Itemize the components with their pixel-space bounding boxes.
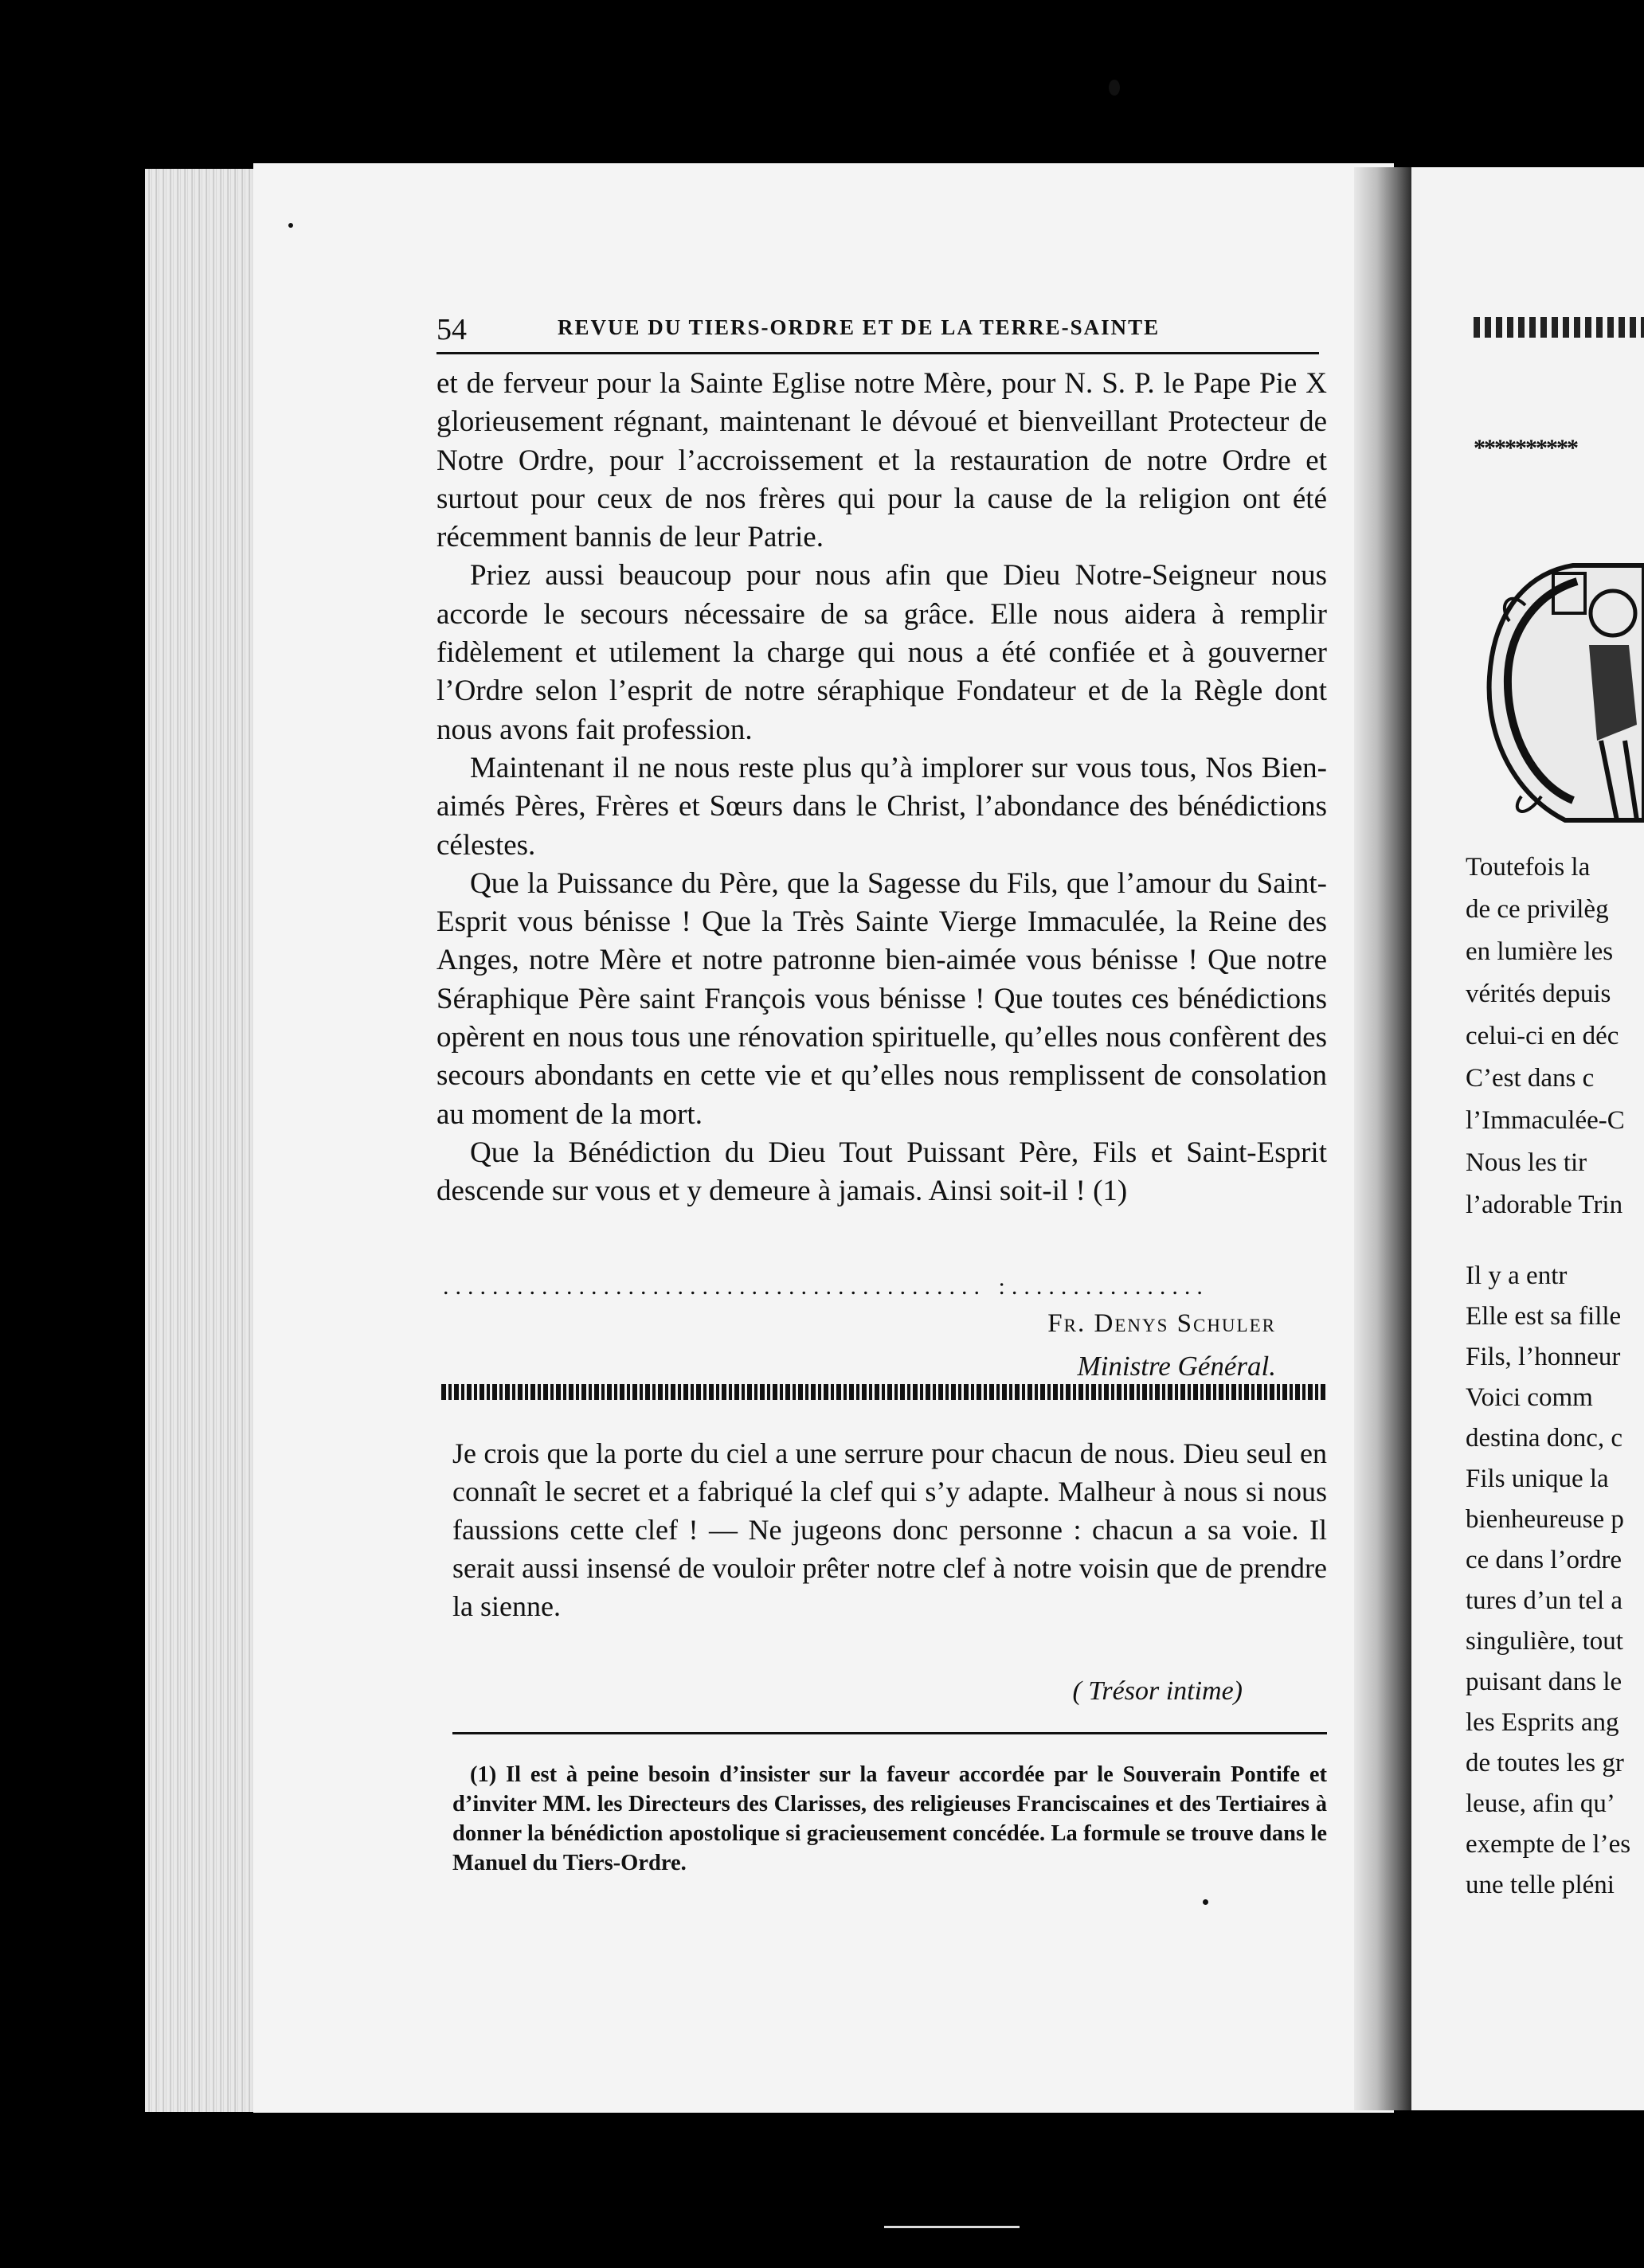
right-line: les Esprits ang (1466, 1708, 1619, 1737)
header-rule (436, 352, 1319, 354)
right-line: bienheureuse p (1466, 1505, 1624, 1534)
right-line: Elle est sa fille (1466, 1302, 1622, 1331)
paragraph: Que la Bénédiction du Dieu Tout Puissant Père, Fils et Saint-Esprit descende sur vous et y demeure à jamais. Ainsi soit-il ! (1) (436, 1136, 1327, 1208)
right-line: destina donc, c (1466, 1424, 1623, 1453)
right-line: de toutes les gr (1466, 1749, 1624, 1777)
right-line: de ce privilèg (1466, 895, 1609, 924)
right-line: Il y a entr (1466, 1261, 1568, 1290)
paragraph: et de ferveur pour la Sainte Eglise notre Mère, pour N. S. P. le Pape Pie X glorieusement régnant, maintenant le dévoué et bienveillant Protecteur de Notre Ordre, pour l’accroissement et la restauration de notre Ordre et surtout pour ceux de nos frères qui pour la cause de la religion ont été récemment bannis de leur Patrie. (436, 367, 1327, 554)
right-line: singulière, tout (1466, 1627, 1623, 1656)
quote-source: ( Trésor intime) (1072, 1676, 1243, 1706)
right-page-lines-bottom (1466, 1255, 1644, 1905)
right-page-stars: ********** (1474, 435, 1577, 457)
ornament-band (441, 1384, 1327, 1400)
signature (436, 1303, 1276, 1387)
page-number: 54 (436, 313, 467, 346)
right-line: C’est dans c (1466, 1064, 1595, 1093)
right-line: une telle pléni (1466, 1871, 1615, 1899)
body-text (436, 365, 1327, 1211)
scan-speck (1203, 1899, 1208, 1905)
paragraph: Que la Puissance du Père, que la Sagesse du Fils, que l’amour du Saint-Esprit vous bénisse ! Que la Très Sainte Vierge Immaculée, la Reine des Anges, notre Mère et notre patronne bien-aimée vous bénisse ! Que notre Séraphique Père saint François vous bénisse ! Que toutes ces bénédictions opèrent en nous tous une rénovation spirituelle, qu’elles nous confèrent des secours abondants en cette vie et qu’elles nous remplissent de consolation au moment de la mort. (436, 866, 1327, 1131)
running-head (436, 312, 1337, 355)
paragraph: Priez aussi beaucoup pour nous afin que Dieu Notre-Seigneur nous accorde le secours nécessaire de sa grâce. Elle nous aidera à remplir fidèlement et utilement la charge qui nous a été confiée et à gouverner l’Ordre selon l’esprit de notre séraphique Fondateur et de la Règle dont nous avons fait profession. (436, 559, 1327, 746)
right-line: Voici comm (1466, 1383, 1593, 1412)
scan-speck (1109, 80, 1120, 96)
right-line: l’adorable Trin (1466, 1191, 1623, 1219)
dotted-separator: ............................................ :................ (443, 1279, 1209, 1295)
right-page-lines-top (1466, 847, 1644, 1226)
right-line: puisant dans le (1466, 1668, 1622, 1696)
right-line: ce dans l’ordre (1466, 1546, 1622, 1574)
decorated-initial-illustration (1478, 557, 1644, 844)
book-gutter (1354, 167, 1411, 2110)
footnote-rule (452, 1732, 1327, 1734)
right-line: tures d’un tel a (1466, 1586, 1623, 1615)
right-line: Toutefois la (1466, 853, 1591, 882)
signatory-title: Ministre Général. (1077, 1351, 1276, 1382)
right-line: exempte de l’es (1466, 1830, 1631, 1859)
quote-text (452, 1434, 1327, 1625)
right-line: leuse, afin qu’ (1466, 1789, 1615, 1818)
right-page-ornament (1474, 317, 1644, 338)
right-line: Nous les tir (1466, 1148, 1587, 1177)
right-line: celui-ci en déc (1466, 1022, 1619, 1050)
right-line: Fils unique la (1466, 1464, 1609, 1493)
scan-mark (884, 2226, 1020, 2228)
right-line: en lumière les (1466, 937, 1614, 966)
right-line: l’Immaculée-C (1466, 1106, 1625, 1135)
signatory-name: Fr. Denys Schuler (1047, 1309, 1276, 1338)
footnote-text: (1) Il est à peine besoin d’insister sur la faveur accordée par le Souverain Pontife et d’inviter MM. les Directeurs des Clarisses, des religieuses Franciscaines et des Tertiaires à donner la bénédiction apostolique si gracieusement concédée. La formule se trouve dans le Manuel du Tiers-Ordre. (452, 1762, 1327, 1875)
page-edges (145, 169, 264, 2112)
right-line: Fils, l’honneur (1466, 1343, 1621, 1371)
footnote (452, 1760, 1327, 1878)
right-line: vérités depuis (1466, 980, 1611, 1008)
running-title: REVUE DU TIERS-ORDRE ET DE LA TERRE-SAINTE (558, 315, 1161, 339)
paragraph: Maintenant il ne nous reste plus qu’à implorer sur vous tous, Nos Bien-aimés Pères, Frères et Sœurs dans le Christ, l’abondance des bénédictions célestes. (436, 751, 1327, 862)
scan-speck (288, 223, 293, 228)
quote-paragraph: Je crois que la porte du ciel a une serrure pour chacun de nous. Dieu seul en connaît le secret et a fabriqué la clef qui s’y adapte. Malheur à nous si nous faussions cette clef ! — Ne jugeons donc personne : chacun a sa voie. Il serait aussi insensé de vouloir prêter notre clef à notre voisin que de prendre la sienne. (452, 1437, 1327, 1622)
